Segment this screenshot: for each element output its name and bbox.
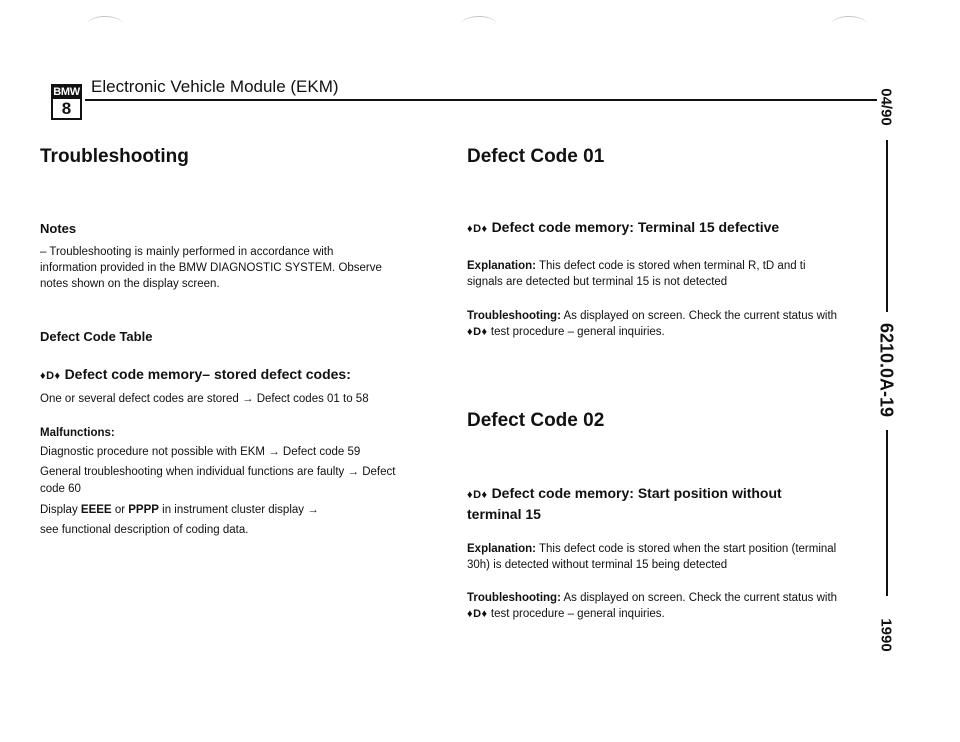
logo-brand: BMW — [53, 86, 80, 98]
display-code-eeee: EEEE — [80, 504, 112, 516]
defect-code-01-heading: Defect Code 01 — [467, 146, 605, 167]
troubleshooting-text: As displayed on screen. Check the current status with — [563, 592, 838, 604]
display-or: or — [114, 504, 126, 516]
stored-codes-text: One or several defect codes are stored — [40, 393, 239, 405]
logo-series-number: 8 — [61, 99, 72, 118]
defect-code-02-troubleshooting — [467, 590, 852, 622]
notes-heading: Notes — [40, 221, 77, 236]
explanation-text: This defect code is stored when the start position (terminal 30h) is detected without terminal 15 being detected — [467, 543, 837, 571]
defect-code-01-memory — [467, 219, 779, 235]
malfunction-item-ekm — [40, 446, 360, 458]
explanation-label: Explanation: — [467, 543, 537, 555]
display-suffix: in instrument cluster display — [162, 504, 305, 516]
procedure-text: test procedure – general inquiries. — [490, 608, 665, 620]
malfunction-item-text: Diagnostic procedure not possible with EKM — [40, 446, 266, 458]
explanation-label: Explanation: — [467, 260, 537, 272]
troubleshooting-text: As displayed on screen. Check the current status with — [563, 310, 838, 322]
diagnosis-icon: ♦D♦ — [40, 370, 61, 382]
page-header-title: Electronic Vehicle Module (EKM) — [91, 77, 339, 96]
notes-paragraph: – Troubleshooting is mainly performed in accordance with information provided in the BMW DIAGNOSTIC SYSTEM. Observe notes shown on the display screen. — [40, 246, 382, 290]
malfunction-item-general — [40, 466, 395, 478]
defect-code-02-heading: Defect Code 02 — [467, 410, 605, 431]
stored-defect-codes-heading — [40, 366, 351, 382]
margin-rule-top — [886, 140, 888, 312]
malfunction-item-coding: see functional description of coding data. — [40, 524, 249, 536]
malfunction-item-general-ref: code 60 — [40, 483, 81, 495]
bmw-8-logo — [51, 84, 82, 120]
defect-code-01-troubleshooting — [467, 308, 852, 340]
malfunction-item-ref: Defect code 59 — [282, 446, 361, 458]
diagnosis-icon: ♦D♦ — [467, 223, 488, 235]
header-rule — [85, 99, 877, 101]
defect-code-02-memory — [467, 484, 837, 524]
defect-code-02-explanation — [467, 541, 849, 573]
defect-code-01-memory-text: Defect code memory: Terminal 15 defective — [491, 219, 780, 235]
punch-mark-center — [462, 16, 496, 31]
margin-year: 1990 — [877, 618, 895, 652]
stored-codes-ref: Defect codes 01 to 58 — [256, 393, 369, 405]
stored-codes-line — [40, 393, 369, 405]
malfunction-item-text: General troubleshooting when individual functions are faulty — [40, 466, 345, 478]
diagnosis-icon: ♦D♦ — [467, 489, 488, 501]
arrow-right-icon: → — [268, 446, 280, 458]
defect-code-01-explanation — [467, 258, 832, 290]
margin-date: 04/90 — [877, 88, 895, 126]
troubleshooting-label: Troubleshooting: — [467, 310, 561, 322]
display-code-pppp: PPPP — [128, 504, 159, 516]
defect-code-02-memory-text: Defect code memory: Start position without terminal 15 — [467, 485, 782, 522]
margin-rule-bottom — [886, 430, 888, 596]
troubleshooting-label: Troubleshooting: — [467, 592, 561, 604]
diagnosis-icon: ♦D♦ — [467, 326, 488, 338]
diagnosis-icon: ♦D♦ — [467, 608, 488, 620]
arrow-right-icon: → — [307, 504, 319, 516]
arrow-right-icon: → — [242, 393, 254, 405]
punch-mark-right — [832, 16, 866, 31]
stored-defect-codes-title: Defect code memory– stored defect codes: — [64, 366, 351, 382]
defect-code-table-heading: Defect Code Table — [40, 329, 153, 344]
troubleshooting-heading: Troubleshooting — [40, 146, 189, 167]
arrow-right-icon: → — [347, 466, 360, 478]
malfunction-item-display — [40, 504, 319, 516]
malfunction-item-ref: Defect — [362, 466, 396, 478]
malfunctions-heading: Malfunctions: — [40, 427, 115, 439]
punch-mark-left — [88, 16, 122, 31]
margin-document-code: 6210.0A-19 — [876, 322, 897, 418]
procedure-text: test procedure – general inquiries. — [490, 326, 665, 338]
display-prefix: Display — [40, 504, 78, 516]
explanation-text: This defect code is stored when terminal R, tD and ti signals are detected but terminal 15 is not detected — [467, 260, 806, 288]
